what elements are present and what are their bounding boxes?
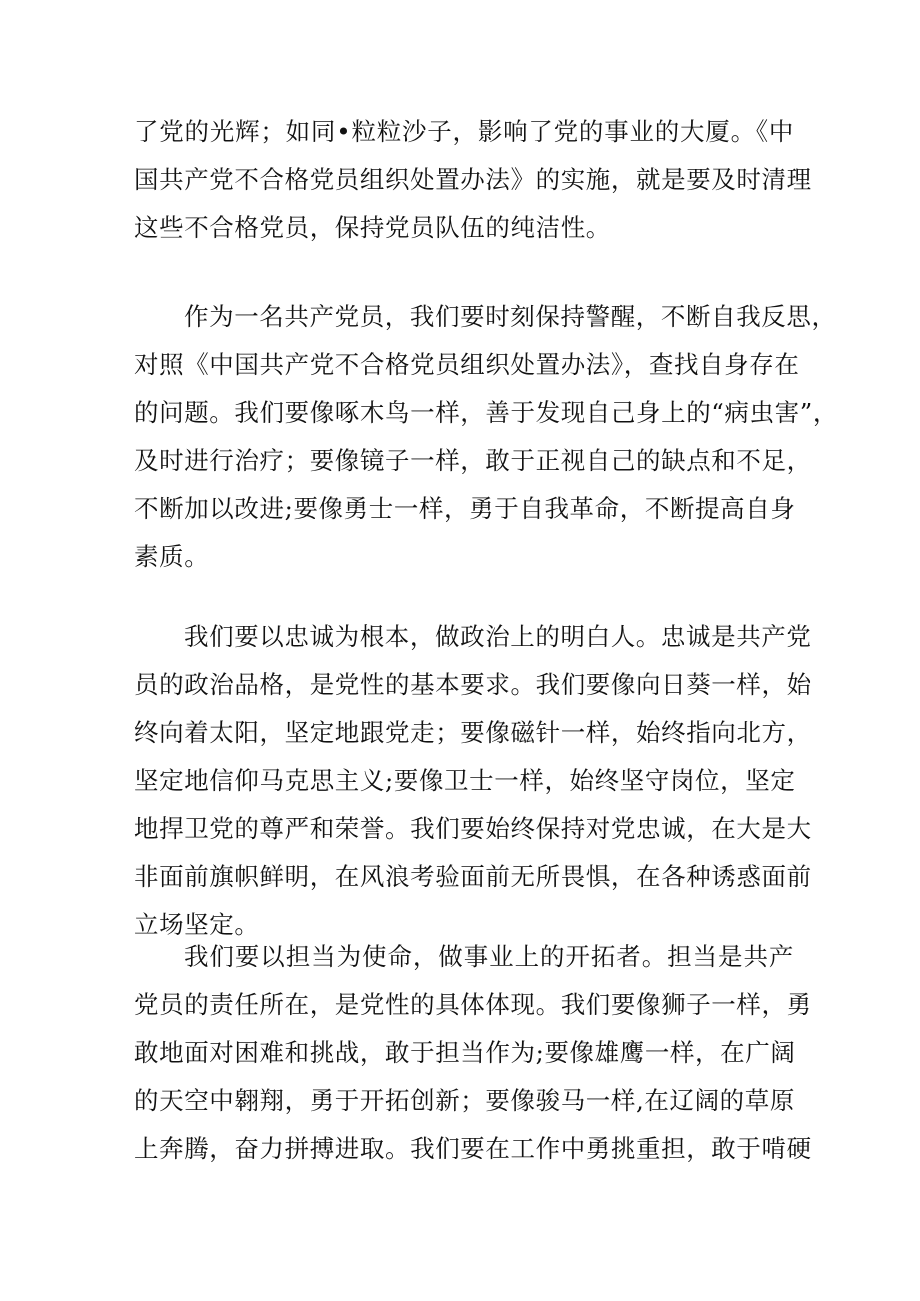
text-line: 终向着太阳，坚定地跟党走；要像磁针一样，始终指向北方， <box>134 718 812 747</box>
text-line: 坚定地信仰马克思主义;要像卫士一样，始终坚守岗位，坚定 <box>134 766 796 795</box>
text-line: 员的政治品格，是党性的基本要求。我们要像向日葵一样，始 <box>134 670 812 699</box>
text-line: 国共产党不合格党员组织处置办法》的实施，就是要及时清理 <box>134 165 812 194</box>
text-line: 我们要以担当为使命，做事业上的开拓者。担当是共产 <box>184 942 794 971</box>
paragraph-2 <box>134 293 838 581</box>
paragraph-1 <box>134 108 812 252</box>
text-line: 对照《中国共产党不合格党员组织处置办法》，查找自身存在 <box>134 350 800 379</box>
paragraph-4 <box>134 933 812 1173</box>
text-line: 上奔腾，奋力拼搏进取。我们要在工作中勇挑重担，敢于啃硬 <box>134 1134 812 1163</box>
text-line: 党员的责任所在，是党性的具体体现。我们要像狮子一样，勇 <box>134 990 812 1019</box>
text-line: 作为一名共产党员，我们要时刻保持警醒，不断自我反思， <box>184 302 837 331</box>
text-line: 及时进行治疗；要像镜子一样，敢于正视自己的缺点和不足， <box>134 446 812 475</box>
text-line: 了党的光辉；如同•粒粒沙子，影响了党的事业的大厦。《中 <box>134 117 794 146</box>
text-line: 立场坚定。 <box>134 910 260 939</box>
text-line: 这些不合格党员，保持党员队伍的纯洁性。 <box>134 213 611 242</box>
paragraph-3 <box>134 613 812 949</box>
text-line: 的问题。我们要像啄木鸟一样，善于发现自己身上的“病虫害”， <box>134 398 838 427</box>
text-line: 敢地面对困难和挑战，敢于担当作为;要像雄鹰一样，在广阔 <box>134 1038 796 1067</box>
text-line: 非面前旗帜鲜明，在风浪考验面前无所畏惧，在各种诱惑面前 <box>134 862 812 891</box>
text-line: 地捍卫党的尊严和荣誉。我们要始终保持对党忠诚，在大是大 <box>134 814 812 843</box>
text-line: 我们要以忠诚为根本，做政治上的明白人。忠诚是共产党 <box>184 622 812 651</box>
text-line: 不断加以改进;要像勇士一样，勇于自我革命，不断提高自身 <box>134 494 796 523</box>
text-line: 的天空中翱翔，勇于开拓创新；要像骏马一样,在辽阔的草原 <box>134 1086 795 1115</box>
text-line: 素质。 <box>134 542 210 571</box>
